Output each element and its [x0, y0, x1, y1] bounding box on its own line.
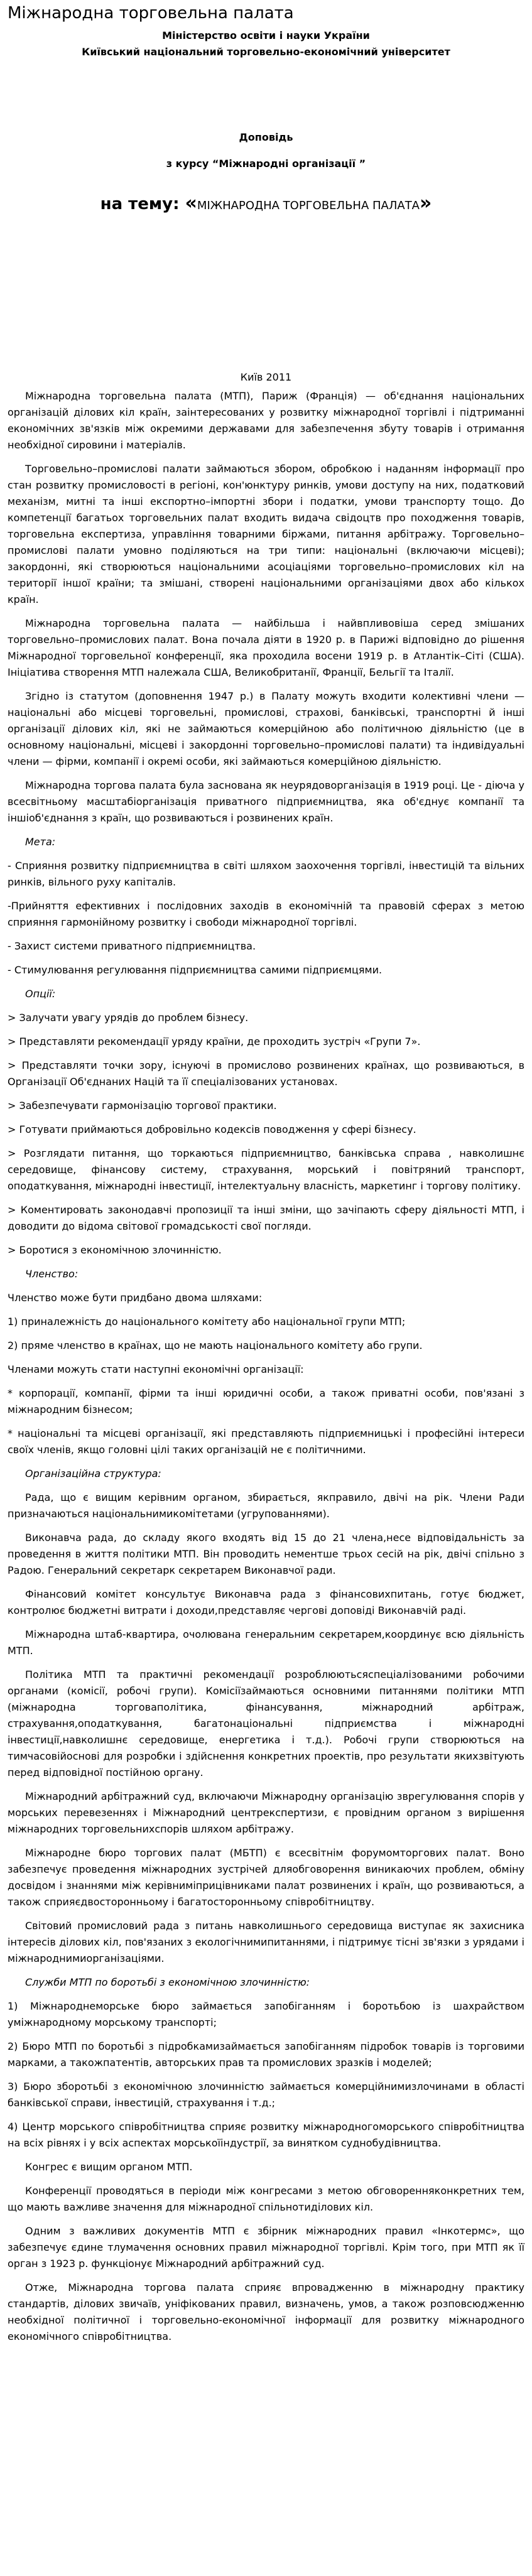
topic-prefix: на тему: — [100, 195, 185, 214]
body-paragraph: Торговельно–промислові палати займаються збором, обробкою і наданням інформації про стан розвитку промисловості в регіоні, кон'юнктуру ринків, умови доступу на них, податковий механізм, митні та інші експортно–імпортні збори і податки, умови транспорту тощо. До компетенції багатьох торговельних палат входить видача свідоцтв про походження товарів, торговельна експертиза, управління товарними біржами, питання арбітражу. Торговельно–промислові палати умовно поділяються на три типи: національні (включаючи місцеві); закордонні, які створюються національними асоціаціями торговельно–промислових кіл на території іншої країни; та змішані, створені національними організаціями двох або кількох країн. — [8, 463, 524, 605]
body-paragraph: Політика МТП та практичні рекомендації розроблюютьсяспеціалізованими робочими органами (комісії, робочі групи). Комісіїзаймаються основними питаннями політики МТП (міжнародна торговаполітика, фінансування, міжнародний арбітраж, страхування,оподаткування, багатонаціональні підприємства і міжнародні інвестиції,навколишнє середовище, енергетика і т.д.). Робочі групи створюються на тимчасовійоснові для розробки і здійснення конкретних проектів, про результати якихзвітують перед відповідної постійною органу. — [8, 1669, 524, 1778]
body-paragraph: > Коментировать законодавчі пропозиції та інші зміни, що зачіпають сферу діяльності МТП, і доводити до відома світової громадськості свої погляди. — [8, 1204, 524, 1232]
body-paragraph: Виконавча рада, до складу якого входять від 15 до 21 члена,несе відповідальність за проведення в життя політики МТП. Він проводить нементше трьох сесій на рік, двічі спільно з Радою. Генеральний секретарк секретарем Виконавчої ради. — [8, 1532, 524, 1576]
body-paragraph: 4) Центр морського співробітництва сприяє розвитку міжнародногоморського співробітництва на всіх рівнях і у всіх аспектах морськоїіндустрії, за винятком суднобудівництва. — [8, 2121, 524, 2149]
document-body — [8, 388, 524, 2345]
body-paragraph: > Представляти точки зору, існуючі в промислово розвинених країнах, що розвиваються, в Організації Об'єднаних Націй та її спеціалізованих установах. — [8, 1059, 524, 1088]
body-paragraph: Отже, Міжнародна торгова палата сприяє впровадженню в міжнародну практику стандартів, ділових звичаїв, уніфікованих правил, визначень, умов, а також розповсюдженню необхідної політичної і торговельно-економічної інформації для розвитку міжнародного економічного співробітництва. — [8, 2281, 524, 2342]
body-paragraph: Членство може бути придбано двома шляхами: — [8, 1292, 263, 1304]
body-paragraph: Міжнародна торговельна палата (МТП), Париж (Франція) — об'єднання національних організацій ділових кіл країн, заінтересованих у розвитку міжнародної торгівлі і підтриманні економічних зв'язків між окремими державами для забезпечення збуту товарів і отримання необхідної сировини і матеріалів. — [8, 390, 524, 451]
body-paragraph: Членство: — [25, 1268, 79, 1280]
body-paragraph: -Прийняття ефективних і послідовних заходів в економічній та правовій сферах з метою сприяння гармонійному розвитку і свободи міжнародної торгівлі. — [8, 900, 524, 928]
body-paragraph: 1) приналежність до національного комітету або національної групи МТП; — [8, 1316, 406, 1328]
body-paragraph: Рада, що є вищим керівним органом, збирається, якправило, двічі на рік. Члени Ради призначаються національнимикомітетами (угрупованнями). — [8, 1491, 524, 1520]
ministry-name: Міністерство освіти і науки України — [162, 30, 370, 41]
body-paragraph: Конференції проводяться в періоди між конгресами з метою обговоренняконкретних тем, що мають важливе значення для міжнародної спільнотиділових кіл. — [8, 2185, 524, 2213]
body-paragraph: Згідно із статутом (доповнення 1947 р.) в Палату можуть входити колективні члени — національні або місцеві торговельні, промислові, страхові, банківські, транспортні й інші організації ділових кіл, які не займаються комерційною або політичною діяльністю (це в основному національні, місцеві і закордонні торговельно–промислові палати) та індивідуальні члени — фірми, компанії і окремі особи, які займаються комерційною діяльністю. — [8, 690, 524, 767]
body-paragraph: > Боротися з економічною злочинністю. — [8, 1244, 222, 1256]
body-paragraph: - Сприяння розвитку підприємництва в світі шляхом заохочення торгівлі, інвестицій та вільних ринків, вільного руху капіталів. — [8, 860, 524, 888]
body-paragraph: > Готувати приймаються добровільно кодексів поводження у сфері бізнесу. — [8, 1123, 416, 1135]
body-paragraph: - Захист системи приватного підприємництва. — [8, 940, 256, 952]
body-paragraph: Міжнародне бюро торгових палат (МБТП) є всесвітнім форумомторгових палат. Воно забезпечує проведення міжнародних зустрічей дляобговорення виникаючих проблем, обміну досвідом і знаннями між керівниміприцівниками палат розвинених і країн, що розвиваються, а також сприяєдвосторонньому і багатосторонньому співробітництву. — [8, 1847, 524, 1908]
body-paragraph: Членами можуть стати наступні економічні організації: — [8, 1363, 304, 1375]
body-paragraph: Міжнародна штаб-квартира, очолювана генеральним секретарем,координує всю діяльність МТП. — [8, 1628, 524, 1657]
topic-name: МІЖНАРОДНА ТОРГОВЕЛЬНА ПАЛАТА — [197, 199, 420, 212]
city-year: Київ 2011 — [240, 371, 292, 383]
body-paragraph: Фінансовий комітет консультує Виконавча рада з фінансовихпитань, готує бюджет, контролює бюджетні витрати і доходи,представляє чергові доповіді Виконавчій раді. — [8, 1588, 524, 1616]
body-paragraph: 3) Бюро зборотьбі з економічною злочинністю займається комерційнимизлочинами в області банківської справи, інвестицій, страхування і т.д.; — [8, 2081, 524, 2109]
document-type: Доповідь — [239, 131, 293, 143]
body-paragraph: Конгрес є вищим органом МТП. — [25, 2161, 193, 2173]
body-paragraph: 2) Бюро МТП по боротьбі з підробкамизаймається запобіганням підробок товарів із торговими марками, а такожпатентів, авторських прав та промислових зразків і моделей; — [8, 2040, 524, 2069]
body-paragraph: 2) пряме членство в країнах, що не мають національного комітету або групи. — [8, 1339, 423, 1351]
topic-open-quote: « — [185, 192, 197, 214]
body-paragraph: Світовий промисловий рада з питань навколишнього середовища виступає як захисника інтересів ділових кіл, пов'язаних з екологічнимипитаннями, і підтримує тісні зв'язки з урядами і міжнароднимиорганізаціями. — [8, 1920, 524, 1964]
body-paragraph: Організаційна структура: — [25, 1468, 161, 1480]
body-paragraph: Одним з важливих документів МТП є збірник міжнародних правил «Інкотермс», що забезпечує єдине тлумачення основних правил міжнародної торгівлі. Крім того, при МТП як її орган з 1923 р. функціонує Міжнародний арбітражний суд. — [8, 2225, 524, 2270]
body-paragraph: > Представляти рекомендації уряду країни, де проходить зустріч «Групи 7». — [8, 1036, 421, 1047]
university-name: Київський національний торговельно-економічний університет — [82, 46, 450, 58]
body-paragraph: Міжнародна торгова палата була заснована як неурядоворганізація в 1919 році. Це - діюча у всесвітньому масштабіорганізація приватного підприємництва, яка об'єднує компанії та іншіоб'єднання з країн, що розвиваються і розвинених країн. — [8, 779, 524, 824]
body-paragraph: 1) Міжнароднеморське бюро займається запобіганням і боротьбою із шахрайством уміжнародному морському транспорті; — [8, 2000, 524, 2028]
body-paragraph: > Залучати увагу урядів до проблем бізнесу. — [8, 1012, 249, 1024]
topic-line — [8, 191, 524, 219]
course-name: з курсу “Міжнародні організації ” — [166, 158, 366, 170]
body-paragraph: > Забезпечувати гармонізацію торгової практики. — [8, 1100, 277, 1112]
body-paragraph: Служби МТП по боротьбі з економічною злочинністю: — [25, 1976, 310, 1988]
page-title: Міжнародна торговельна палата — [8, 4, 294, 23]
body-paragraph: * корпорації, компанії, фірми та інші юридичні особи, а також приватні особи, пов'язані з міжнародним бізнесом; — [8, 1387, 524, 1415]
body-paragraph: Міжнародний арбітражний суд, включаючи Міжнародну організацію зврегулювання спорів у морських перевезеннях і Міжнародний центрекспертизи, є провідним органом з вирішення міжнародних торговельнихспорів шляхом арбітражу. — [8, 1790, 524, 1835]
body-paragraph: Опції: — [25, 988, 56, 1000]
body-paragraph: * національні та місцеві організації, які представляють підприємницькі і професійні інтереси своїх членів, якщо головні цілі таких організацій не є політичними. — [8, 1427, 524, 1456]
body-paragraph: - Стимулювання регулювання підприємництва самими підприємцями. — [8, 964, 383, 976]
topic-close-quote: » — [420, 192, 432, 214]
body-paragraph: Мета: — [25, 836, 56, 848]
body-paragraph: Міжнародна торговельна палата — найбільша і найвпливовіша серед змішаних торговельно–промислових палат. Вона почала діяти в 1920 р. в Парижі відповідно до рішення Міжнародної торговельної конференції, яка проходила восени 1919 р. в Атлантік–Сіті (США). Ініціатива створення МТП належала США, Великобританії, Франції, Бельгії та Італії. — [8, 617, 524, 678]
body-paragraph: > Розглядати питання, що торкаються підприємництво, банківська справа , навколишнє середовище, фінансову систему, страхування, морський і повітряний транспорт, оподаткування, міжнародні інвестиції, інтелектуальну власність, маркетинг і торгову політику. — [8, 1147, 524, 1192]
